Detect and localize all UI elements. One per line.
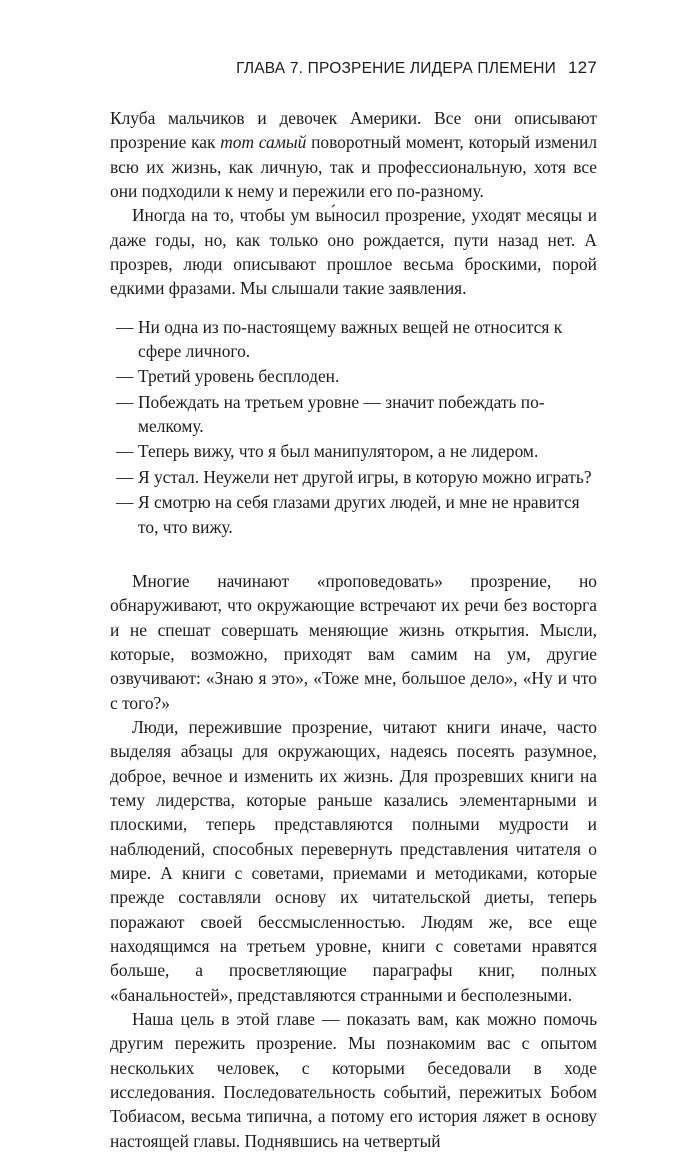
quote-item xyxy=(110,364,597,388)
quote-item xyxy=(110,315,597,364)
paragraph-5: Наша цель в этой главе — показать вам, как можно помочь другим пережить прозрение. Мы познакомим вас с опытом нескольких человек, с которыми беседовали в ходе исследования. Последовательность событий, пережитых Бобом Тобиасом, весьма типична, а потому его история ляжет в основу настоящей главы. Поднявшись на четвертый xyxy=(110,1009,597,1151)
paragraph-2: Иногда на то, чтобы ум вы́носил прозрение, уходят месяцы и даже годы, но, как только оно рождается, пути назад нет. А прозрев, люди описывают прошлое весьма броскими, порой едкими фразами. Мы слышали такие заявления. xyxy=(110,205,597,299)
chapter-title: ГЛАВА 7. ПРОЗРЕНИЕ ЛИДЕРА ПЛЕМЕНИ xyxy=(236,60,557,77)
quote-text: Третий уровень бесплоден. xyxy=(138,366,340,387)
paragraph-1 xyxy=(110,106,597,203)
quote-item xyxy=(110,465,597,489)
page-number: 127 xyxy=(568,58,597,77)
dash-mark: — xyxy=(116,316,134,337)
paragraph-1-text-a: Клуба мальчиков и девочек Америки. Все они описывают прозрение как xyxy=(110,108,597,153)
quote-text: Я смотрю на себя глазами других людей, и мне не нравится то, что вижу. xyxy=(138,492,580,537)
paragraph-1-emphasis: тот самый xyxy=(220,132,307,153)
paragraph-4: Люди, пережившие прозрение, читают книги иначе, часто выделяя абзацы для окружающих, надеясь посеять разумное, доброе, вечное и изменить их жизнь. Для прозревших книги на тему лидерства, которые раньше казались элементарными и плоскими, теперь представляются полными мудрости и наблюдений, способных перевернуть представления читателя о мире. А книги с советами, приемами и методиками, которые прежде составляли основу их читательской диеты, теперь поражают своей бессмысленностью. Людям же, все еще находящимся на третьем уровне, книги с советами нравятся больше, а просветляющие параграфы книг, полных «банальностей», представляются странными и бесполезными. xyxy=(110,716,597,1005)
quote-text: Я устал. Неужели нет другой игры, в которую можно играть? xyxy=(138,466,592,487)
dash-mark: — xyxy=(116,441,134,462)
quote-item xyxy=(110,439,597,463)
page-body xyxy=(110,106,597,1153)
quote-list xyxy=(110,315,597,539)
quote-text: Теперь вижу, что я был манипулятором, а не лидером. xyxy=(138,441,539,462)
quote-text: Побеждать на третьем уровне — значит побеждать по-мелкому. xyxy=(138,391,545,437)
dash-mark: — xyxy=(116,492,134,513)
paragraph-3: Многие начинают «проповедовать» прозрение, но обнаруживают, что окружающие встречают их речи без восторга и не спешат совершать меняющие жизнь открытия. Мысли, которые, возможно, приходят вам самим на ум, другие озвучивают: «Знаю я это», «Тоже мне, большое дело», «Ну и что с того?» xyxy=(110,570,597,713)
dash-mark: — xyxy=(116,466,134,487)
dash-mark: — xyxy=(116,366,134,387)
paragraph-1-text-b: поворотный момент, который изменил всю их жизнь, как личную, так и профессиональную, хотя все они подходили к нему и пережили его по-разному. xyxy=(110,132,597,202)
dash-mark: — xyxy=(116,391,134,412)
section-gap xyxy=(110,555,597,569)
running-header xyxy=(110,58,597,78)
quote-item xyxy=(110,390,597,439)
quote-text: Ни одна из по-настоящему важных вещей не относится к сфере личного. xyxy=(138,316,563,362)
quote-item xyxy=(110,490,597,539)
